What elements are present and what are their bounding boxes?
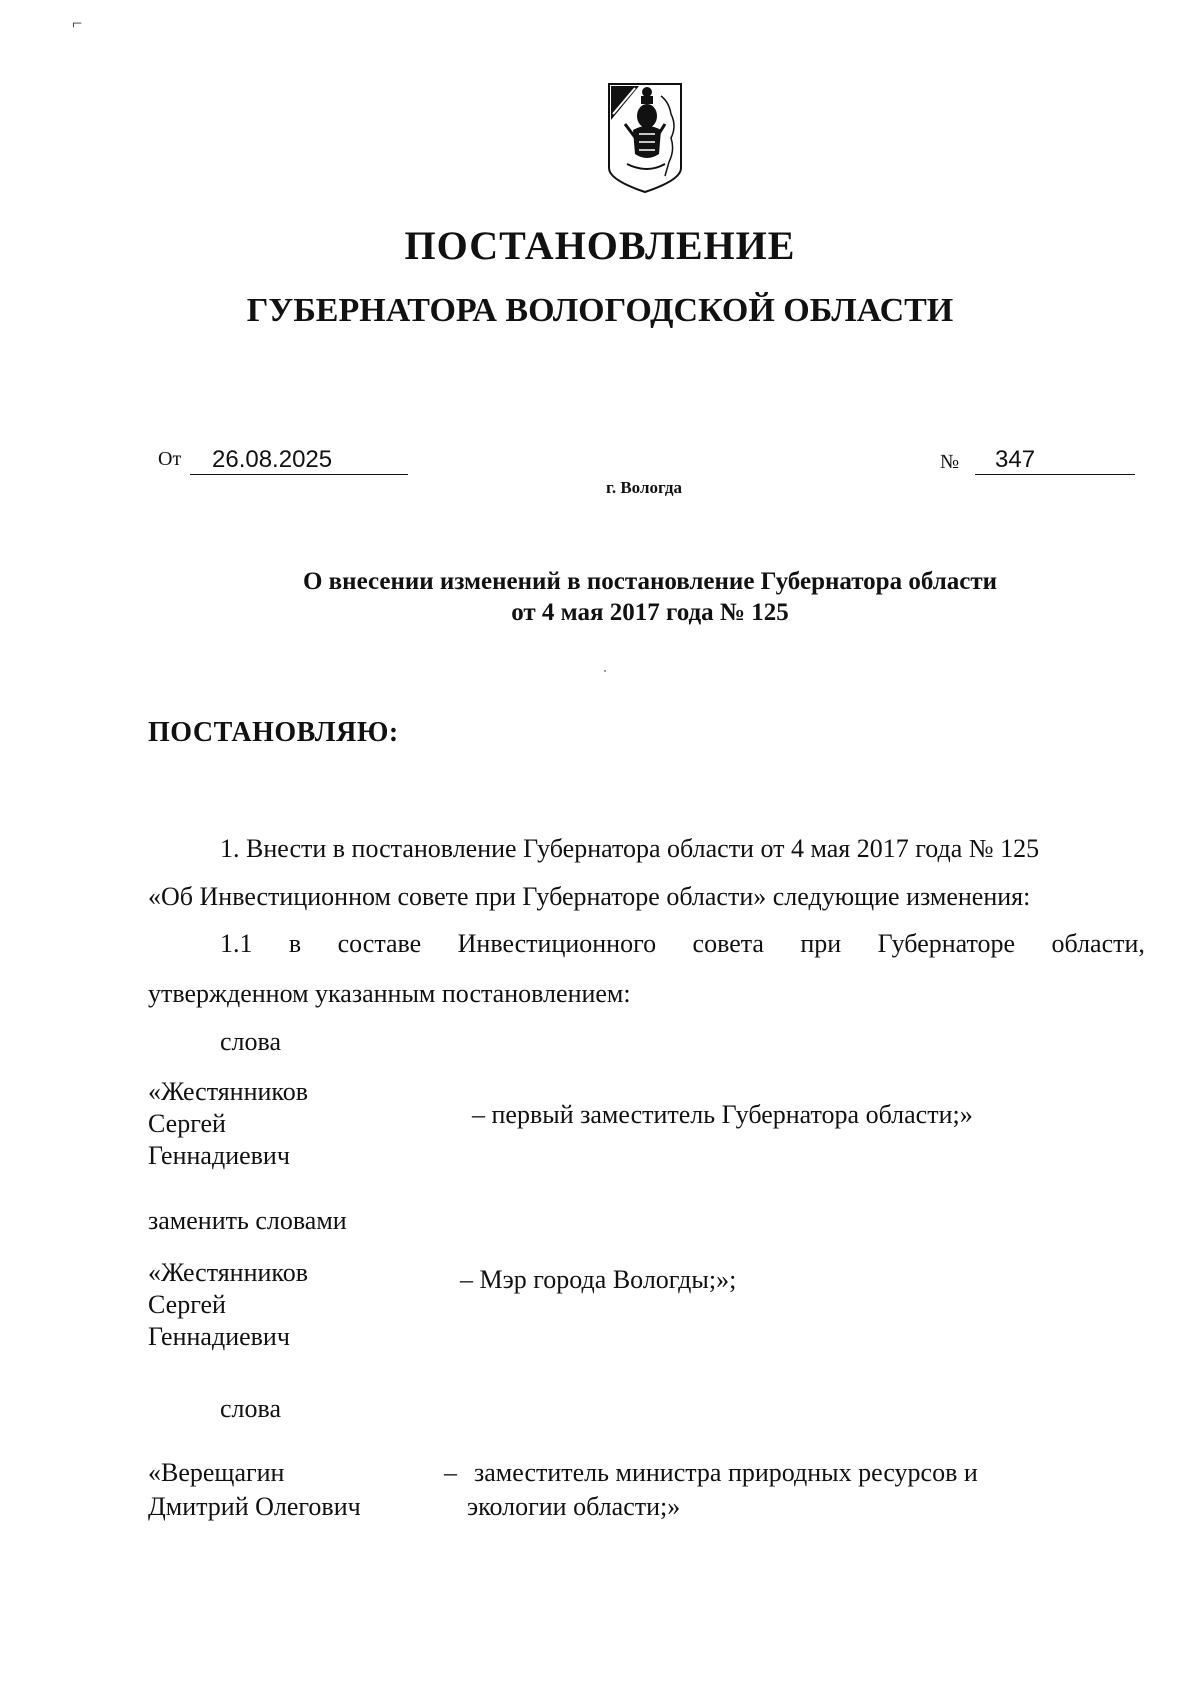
entry-1-position: – первый заместитель Губернатора области;» (472, 1100, 973, 1129)
entry-3-position-line-1: заместитель министра природных ресурсов и (474, 1458, 978, 1487)
document-title: ПОСТАНОВЛЕНИЕ (404, 223, 796, 268)
number-label: № (940, 451, 960, 473)
entry-2-position: – Мэр города Вологды;»; (460, 1265, 737, 1294)
subject-line-1: О внесении изменений в постановление Губернатора области (302, 568, 998, 595)
p2-word: 1.1 (220, 929, 253, 958)
paragraph-2-line-1 (220, 929, 1145, 959)
entry-3-name-line-1: «Верещагин (148, 1458, 285, 1487)
document-date: 26.08.2025 (190, 446, 408, 475)
entry-1-name-line-3: Геннадиевич (148, 1141, 290, 1170)
entry-1-name-line-1: «Жестянников (148, 1077, 309, 1106)
subject-line-2: от 4 мая 2017 года № 125 (511, 599, 789, 626)
entry-3-name-line-2: Дмитрий Олегович (148, 1492, 361, 1521)
p2-word: при (800, 929, 842, 958)
document-subtitle: ГУБЕРНАТОРА ВОЛОГОДСКОЙ ОБЛАСТИ (246, 292, 954, 329)
p2-word: Губернаторе (877, 929, 1016, 958)
vologda-coat-of-arms-icon (605, 80, 685, 196)
paragraph-2-line-2: утвержденном указанным постановлением: (148, 979, 631, 1008)
document-number: 347 (975, 446, 1135, 475)
p2-word: Инвестиционного (457, 929, 657, 958)
city-label: г. Вологда (606, 478, 682, 497)
replace-with-label: заменить словами (148, 1206, 347, 1235)
entry-2-name-line-1: «Жестянников (148, 1258, 309, 1287)
p2-word: составе (337, 929, 422, 958)
entry-2-name-line-3: Геннадиевич (148, 1322, 290, 1351)
entry-2-name-line-2: Сергей (148, 1290, 226, 1319)
scan-speck (604, 670, 606, 672)
entry-1-name-line-2: Сергей (148, 1109, 226, 1138)
decree-word: ПОСТАНОВЛЯЮ: (148, 717, 399, 748)
words-label-2: слова (220, 1394, 281, 1423)
entry-3-dash: – (444, 1458, 457, 1487)
date-label: От (158, 448, 182, 470)
p2-word: в (288, 929, 302, 958)
p2-word: области, (1051, 929, 1145, 958)
document-subject (150, 566, 1150, 628)
scan-corner-mark: ⌐ (72, 13, 83, 33)
words-label-1: слова (220, 1027, 281, 1056)
p2-word: совета (692, 929, 764, 958)
paragraph-1-line-2: «Об Инвестиционном совете при Губернаторе области» следующие изменения: (148, 882, 1031, 911)
paragraph-1-line-1: 1. Внести в постановление Губернатора области от 4 мая 2017 года № 125 (220, 834, 1040, 863)
entry-3-position-line-2: экологии области;» (467, 1492, 681, 1521)
